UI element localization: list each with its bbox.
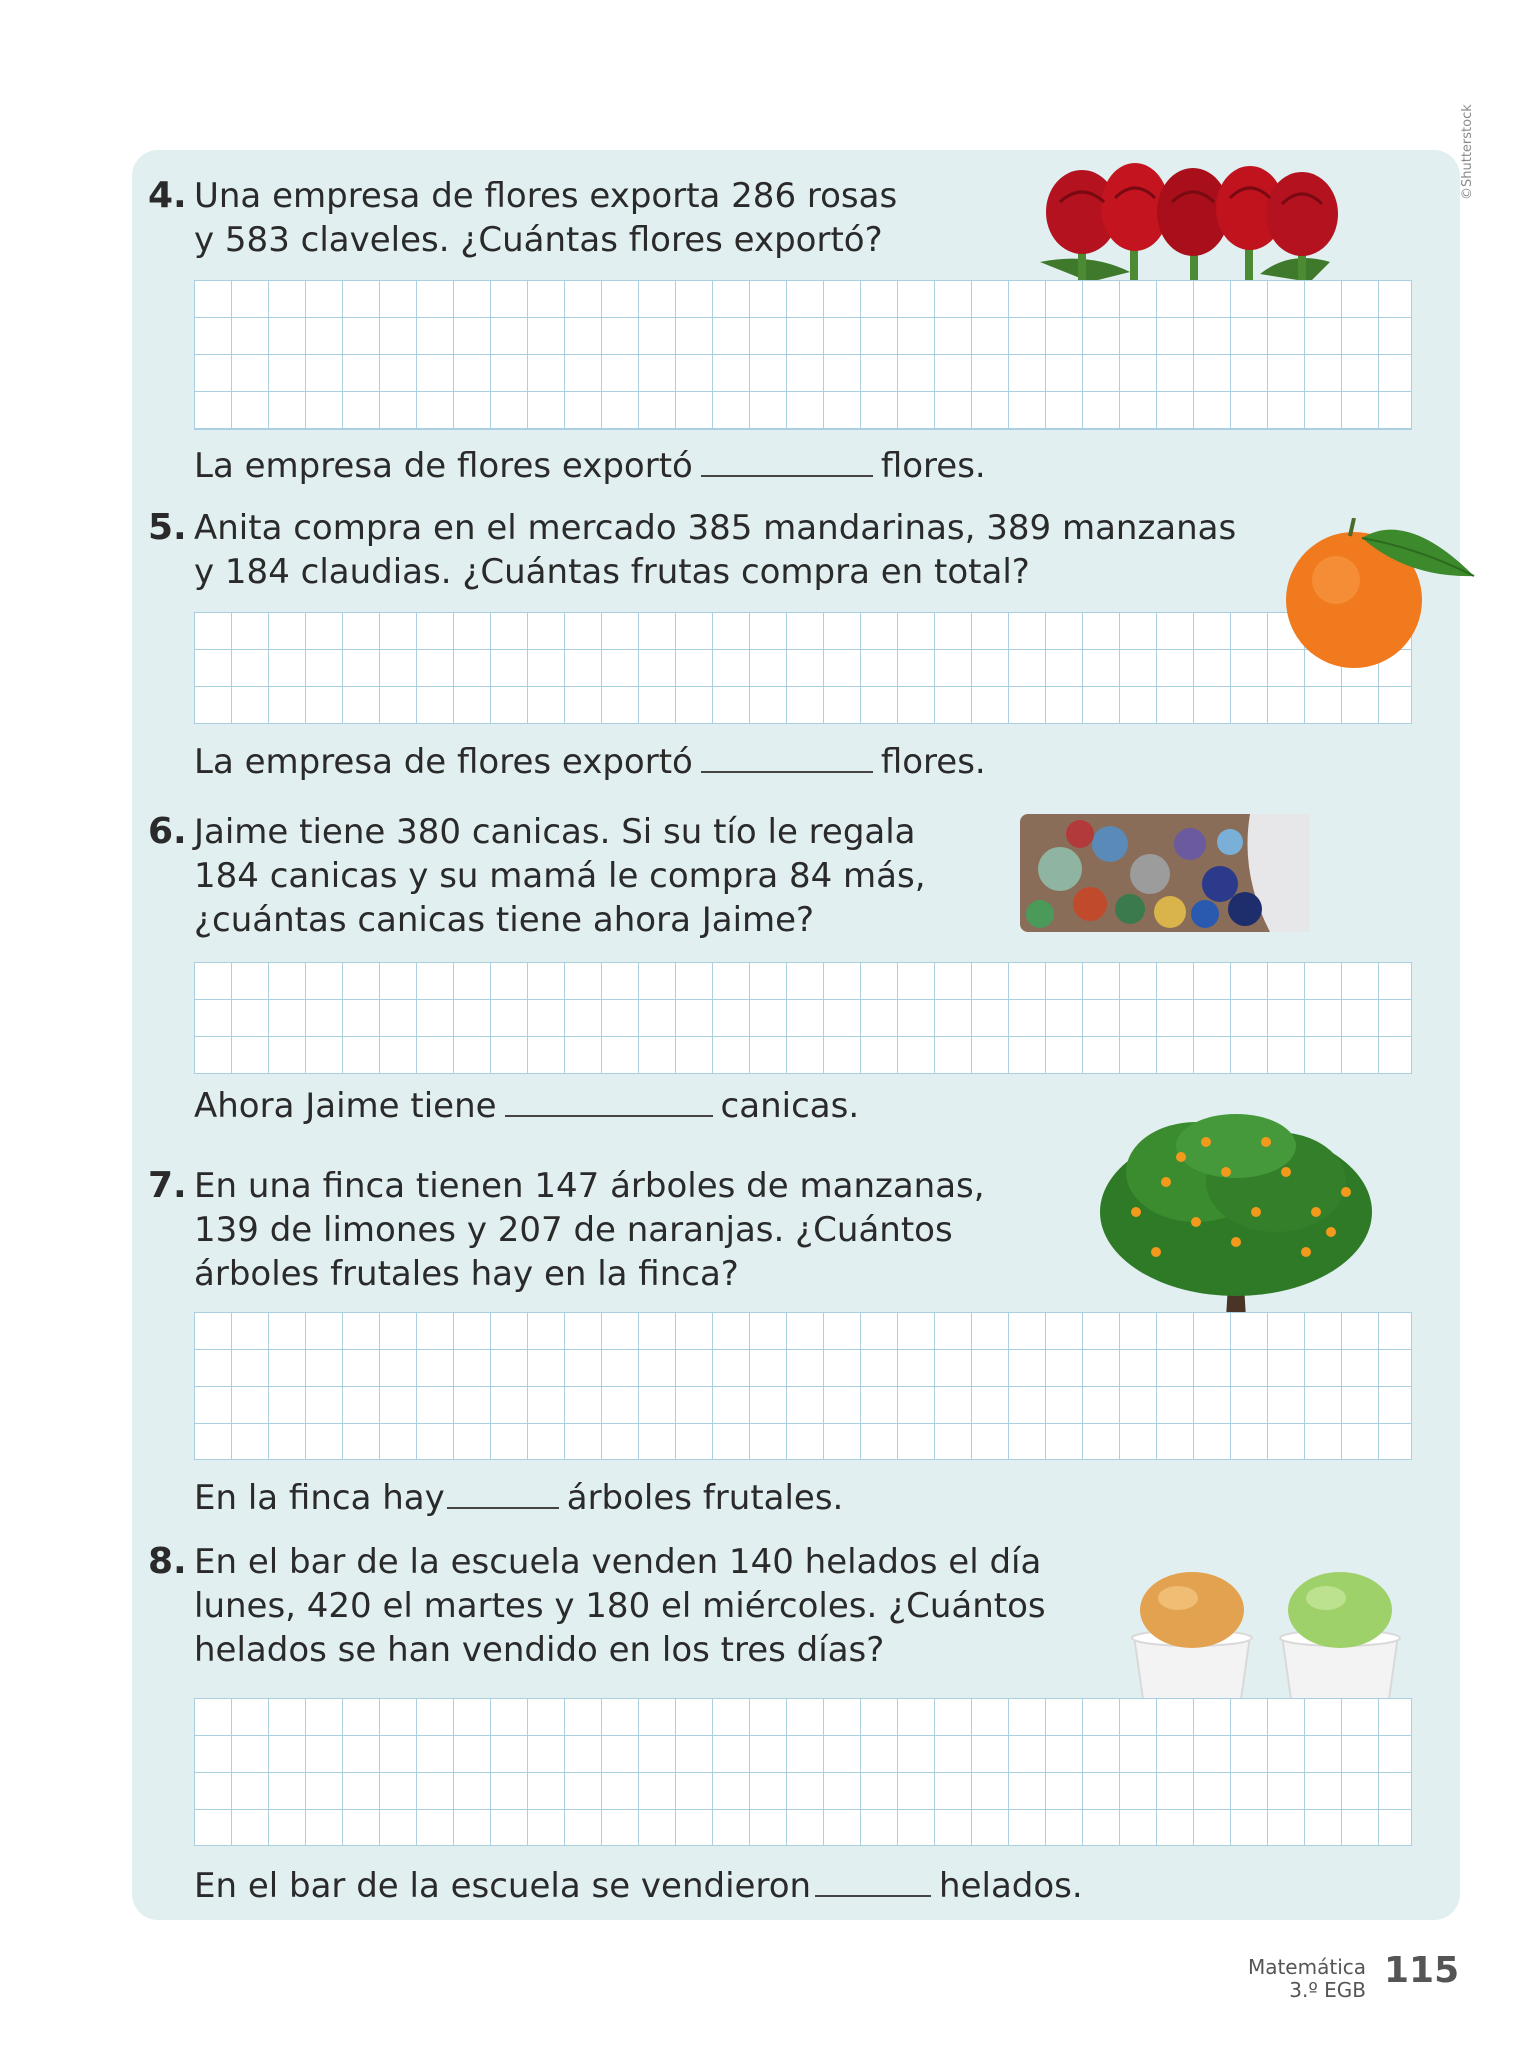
problem-5-line-2: y 184 claudias. ¿Cuántas frutas compra en total? <box>194 552 1030 592</box>
problem-6-line-1: Jaime tiene 380 canicas. Si su tío le regala <box>194 812 916 852</box>
problem-8-work-grid[interactable] <box>194 1698 1412 1846</box>
problem-8-answer-blank[interactable] <box>815 1865 931 1897</box>
problem-4-number: 4. <box>148 175 187 216</box>
problem-8-line-2: lunes, 420 el martes y 180 el miércoles. ¿Cuántos <box>194 1586 1046 1626</box>
page-number: 115 <box>1384 1950 1460 1991</box>
problem-6-answer-blank[interactable] <box>505 1085 713 1117</box>
tangerine-image <box>1278 518 1478 668</box>
problem-7-answer: En la finca hay árboles frutales. <box>194 1478 844 1518</box>
problem-7-answer-blank[interactable] <box>447 1477 559 1509</box>
problem-4-work-grid[interactable] <box>194 280 1412 430</box>
problem-6-number: 6. <box>148 811 187 852</box>
problem-5-work-grid[interactable] <box>194 612 1412 724</box>
problem-4-line-2: y 583 claveles. ¿Cuántas flores exportó? <box>194 220 883 260</box>
problem-6-answer: Ahora Jaime tiene canicas. <box>194 1086 860 1126</box>
problem-7-line-3: árboles frutales hay en la finca? <box>194 1254 739 1294</box>
image-credit: ©Shutterstock <box>1460 104 1475 200</box>
problem-5-answer: La empresa de flores exportó flores. <box>194 742 986 782</box>
red-roses-image <box>1030 162 1360 282</box>
footer-subject-name: Matemática <box>1247 1955 1366 1979</box>
problem-4-text <box>194 174 897 262</box>
footer-subject <box>1248 1956 1366 2002</box>
problem-8-text <box>194 1540 1046 1672</box>
orange-tree-image <box>1096 1112 1376 1320</box>
problem-5-text <box>194 506 1236 594</box>
marbles-image <box>1020 814 1310 932</box>
problem-6-line-2: 184 canicas y su mamá le compra 84 más, <box>194 856 926 896</box>
problem-7-text <box>194 1164 985 1296</box>
footer-grade: 3.º EGB <box>1289 1978 1366 2002</box>
problem-8-number: 8. <box>148 1541 187 1582</box>
problem-4-answer-blank[interactable] <box>701 445 873 477</box>
ice-cream-cups-image <box>1130 1560 1406 1710</box>
problem-6-line-3: ¿cuántas canicas tiene ahora Jaime? <box>194 900 815 940</box>
problem-5-line-1: Anita compra en el mercado 385 mandarinas, 389 manzanas <box>194 508 1237 548</box>
problem-6-work-grid[interactable] <box>194 962 1412 1074</box>
problem-7-line-2: 139 de limones y 207 de naranjas. ¿Cuántos <box>194 1210 953 1250</box>
problem-8-line-1: En el bar de la escuela venden 140 helados el día <box>194 1542 1042 1582</box>
problem-4-answer: La empresa de flores exportó flores. <box>194 446 986 486</box>
problem-7-work-grid[interactable] <box>194 1312 1412 1460</box>
problem-7-line-1: En una finca tienen 147 árboles de manzanas, <box>194 1166 985 1206</box>
problem-5-number: 5. <box>148 507 187 548</box>
problem-8-line-3: helados se han vendido en los tres días? <box>194 1630 885 1670</box>
problem-5-answer-blank[interactable] <box>701 741 873 773</box>
problem-4-line-1: Una empresa de flores exporta 286 rosas <box>194 176 898 216</box>
problem-8-answer: En el bar de la escuela se vendieron helados. <box>194 1866 1083 1906</box>
problem-6-text <box>194 810 926 942</box>
problem-7-number: 7. <box>148 1165 187 1206</box>
